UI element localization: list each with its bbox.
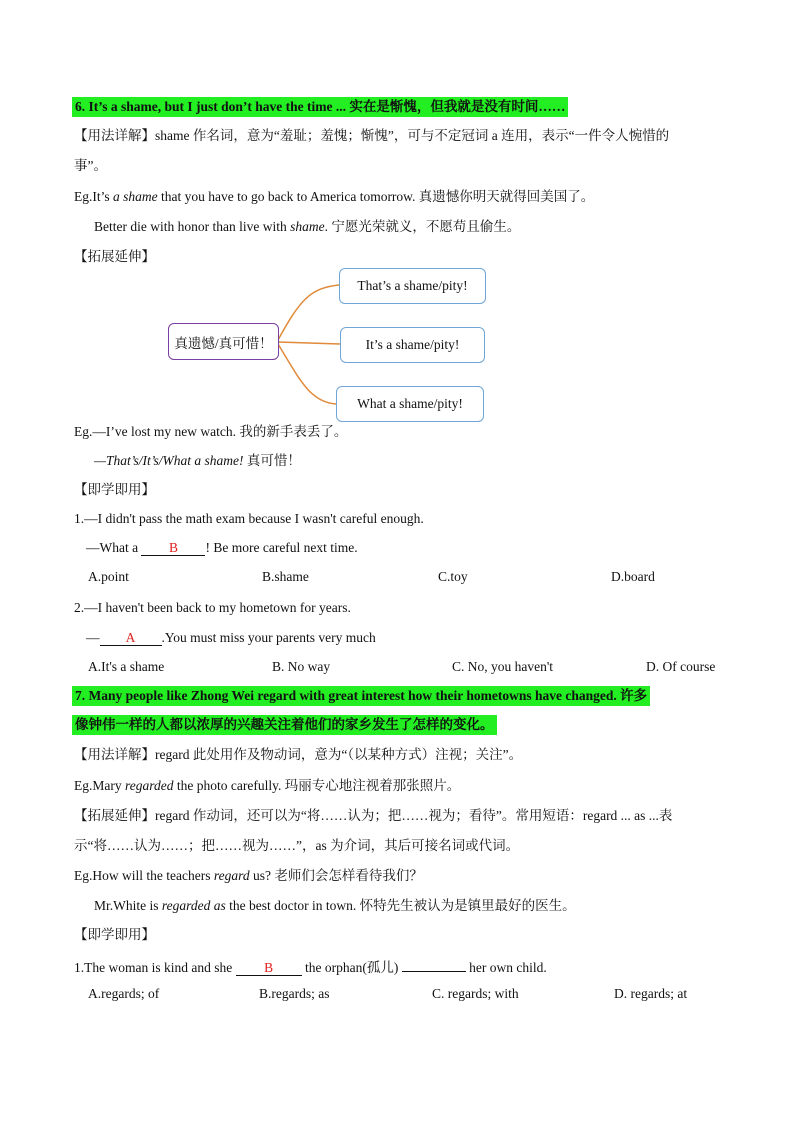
example-text: . 宁愿光荣就义，不愿苟且偷生。 bbox=[324, 219, 521, 234]
section6-heading: 6. It’s a shame, but I just don’t have the time ... 实在是惭愧，但我就是没有时间…… bbox=[72, 97, 568, 117]
section6-extend-label: 【拓展延伸】 bbox=[74, 249, 155, 264]
question-text: — bbox=[86, 630, 100, 645]
section7-example3 bbox=[94, 896, 754, 916]
option-b: B. No way bbox=[272, 659, 331, 674]
option-b: B.regards; as bbox=[259, 986, 330, 1001]
diagram-branch-label: What a shame/pity! bbox=[357, 396, 463, 411]
question-text: her own child. bbox=[465, 960, 547, 975]
section7-practice-label: 【即学即用】 bbox=[74, 927, 155, 942]
example-emphasis: regard bbox=[213, 868, 250, 883]
question-text: 1.The woman is kind and she bbox=[74, 960, 236, 975]
question-text: —What a bbox=[86, 540, 142, 555]
question7-1-stem bbox=[74, 955, 734, 978]
question6-2-stem: 2.—I haven't been back to my hometown for years. bbox=[74, 600, 351, 615]
example-text: Eg.Mary bbox=[74, 778, 125, 793]
section7-extend-line2: 示“将……认为……；把……视为……”，as 为介词，其后可接名词或代词。 bbox=[74, 838, 520, 853]
option-c: C. No, you haven't bbox=[452, 659, 554, 674]
answer-blank bbox=[236, 959, 302, 976]
question-text: the orphan(孤儿) bbox=[301, 960, 402, 975]
option-a: A.regards; of bbox=[88, 986, 160, 1001]
answer-value: A bbox=[125, 630, 136, 645]
example-text: 真可惜！ bbox=[243, 453, 301, 468]
example-emphasis: —That’s/It’s/What a shame! bbox=[94, 453, 244, 468]
example-emphasis: a shame bbox=[113, 189, 158, 204]
option-d: D.board bbox=[611, 569, 655, 584]
section6-example3-line1: Eg.—I’ve lost my new watch. 我的新手表丢了。 bbox=[74, 424, 348, 439]
diagram-center-node bbox=[168, 323, 279, 360]
example-text: Eg.It’s bbox=[74, 189, 113, 204]
diagram-center-label: 真遗憾/真可惜！ bbox=[174, 335, 273, 351]
example-emphasis: regarded as bbox=[161, 898, 226, 913]
connector-middle bbox=[278, 342, 340, 344]
connector-top bbox=[278, 285, 339, 340]
section7-extend-line1: 【拓展延伸】regard 作动词，还可以为“将……认为；把……视为；看待”。常用短语：regard ... as ...表 bbox=[74, 808, 673, 823]
question6-2-blank-line bbox=[86, 628, 746, 648]
diagram-branch-label: That’s a shame/pity! bbox=[357, 278, 468, 293]
section7-heading-line2: 像钟伟一样的人都以浓厚的兴趣关注着他们的家乡发生了怎样的变化。 bbox=[72, 715, 497, 735]
example-text: that you have to go back to America tomorrow. 真遗憾你明天就得回美国了。 bbox=[157, 189, 595, 204]
section6-practice-label: 【即学即用】 bbox=[74, 482, 155, 497]
example-text: us? 老师们会怎样看待我们？ bbox=[249, 868, 423, 883]
answer-value: B bbox=[168, 540, 178, 555]
example-text: Mr.White is bbox=[94, 898, 162, 913]
option-d: D. regards; at bbox=[614, 986, 688, 1001]
question6-1-stem: 1.—I didn't pass the math exam because I wasn't careful enough. bbox=[74, 511, 424, 526]
section6-usage-line2: 事”。 bbox=[74, 158, 107, 173]
option-c: C.toy bbox=[438, 569, 468, 584]
diagram-branch-node bbox=[340, 327, 485, 363]
section7-example2 bbox=[74, 866, 734, 886]
diagram-branch-label: It’s a shame/pity! bbox=[365, 337, 460, 352]
section7-usage-line1: 【用法详解】regard 此处用作及物动词，意为“（以某种方式）注视；关注”。 bbox=[74, 747, 523, 762]
section6-example3-line2 bbox=[94, 451, 754, 471]
option-c: C. regards; with bbox=[432, 986, 519, 1001]
example-emphasis: regarded bbox=[125, 778, 174, 793]
connector-bottom bbox=[278, 344, 336, 404]
question-text: ! Be more careful next time. bbox=[205, 540, 358, 555]
diagram-branch-node bbox=[339, 268, 486, 304]
option-b: B.shame bbox=[262, 569, 309, 584]
section7-example1 bbox=[74, 776, 734, 796]
option-a: A.point bbox=[88, 569, 129, 584]
example-emphasis: shame bbox=[290, 219, 325, 234]
option-a: A.It's a shame bbox=[88, 659, 165, 674]
answer-value: B bbox=[264, 960, 274, 975]
empty-blank bbox=[402, 955, 466, 972]
example-text: the photo carefully. 玛丽专心地注视着那张照片。 bbox=[173, 778, 461, 793]
section7-heading-line1: 7. Many people like Zhong Wei regard with great interest how their hometowns have changed. 许多 bbox=[72, 686, 650, 706]
section6-usage-line1: 【用法详解】shame 作名词，意为“羞耻；羞愧；惭愧”，可与不定冠词 a 连用，表示“一件令人惋惜的 bbox=[74, 128, 670, 143]
diagram-branch-node bbox=[336, 386, 484, 422]
question6-1-blank-line bbox=[86, 538, 746, 558]
question-text: .You must miss your parents very much bbox=[161, 630, 376, 645]
answer-blank bbox=[100, 629, 162, 646]
example-text: Better die with honor than live with bbox=[94, 219, 291, 234]
answer-blank bbox=[141, 539, 205, 556]
example-text: Eg.How will the teachers bbox=[74, 868, 214, 883]
option-d: D. Of course bbox=[646, 659, 716, 674]
example-text: the best doctor in town. 怀特先生被认为是镇里最好的医生。 bbox=[225, 898, 576, 913]
